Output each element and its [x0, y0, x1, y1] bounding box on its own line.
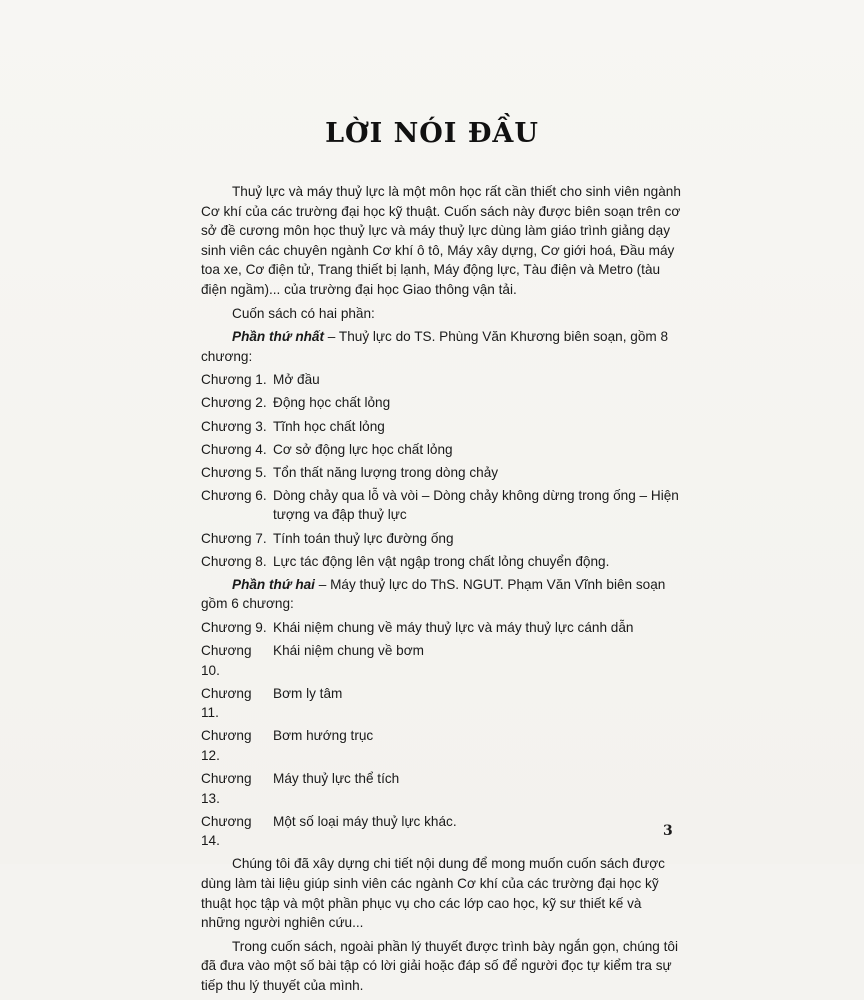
chapter-title: Cơ sở động lực học chất lỏng — [273, 441, 453, 457]
closing-paragraph-2 — [201, 937, 683, 996]
page-title: LỜI NÓI ĐẦU — [325, 118, 539, 149]
chapter-row — [201, 726, 683, 765]
chapter-title: Tổn thất năng lượng trong dòng chảy — [273, 464, 499, 480]
chapter-number: Chương 7. — [201, 530, 267, 546]
chapter-row — [201, 417, 683, 437]
chapter-row — [201, 393, 683, 413]
page-number: 3 — [663, 823, 673, 839]
part1-label: Phần thứ nhất — [232, 329, 325, 345]
intro-text: Thuỷ lực và máy thuỷ lực là một môn học rất cần thiết cho sinh viên ngành Cơ khí của các trường đại học kỹ thuật. Cuốn sách này được biên soạn trên cơ sở đề cương môn học thuỷ lực và máy thuỷ lực dùng làm giáo trình giảng dạy sinh viên các chuyên ngành Cơ khí ô tô, Máy xây dựng, Cơ giới hoá, Đầu máy toa xe, Cơ điện tử, Trang thiết bị lạnh, Máy động lực, Tàu điện và Metro (tàu điện ngầm)... của trường đại học Giao thông vận tải. — [201, 184, 681, 297]
chapter-title: Động học chất lỏng — [273, 395, 391, 411]
chapter-number: Chương 8. — [201, 553, 267, 569]
chapter-number: Chương 1. — [201, 372, 267, 388]
chapter-row — [201, 370, 683, 390]
part1-description: – Thuỷ lực do TS. Phùng Văn Khương biên soạn, gồm 8 chương: — [201, 329, 669, 364]
part1-chapter-list — [201, 370, 683, 571]
chapter-number: Chương 11. — [201, 685, 252, 721]
chapter-row — [201, 463, 683, 483]
chapter-number: Chương 10. — [201, 642, 252, 678]
chapter-number: Chương 4. — [201, 441, 267, 457]
chapter-number: Chương 2. — [201, 395, 267, 411]
chapter-number: Chương 14. — [201, 813, 252, 849]
parts-intro-text: Cuốn sách có hai phần: — [232, 305, 375, 321]
chapter-title: Bơm hướng trục — [273, 728, 374, 744]
closing-text-1: Chúng tôi đã xây dựng chi tiết nội dung để mong muốn cuốn sách được dùng làm tài liệu giúp sinh viên các ngành Cơ khí của các trường đại học kỹ thuật học tập và một phần phục vụ cho các lớp cao học, kỹ sư thiết kế và những người nghiên cứu... — [201, 856, 665, 931]
chapter-number: Chương 13. — [201, 771, 252, 806]
chapter-row — [201, 618, 683, 638]
chapter-row — [201, 812, 683, 851]
chapter-title: Một số loại máy thuỷ lực khác. — [273, 813, 457, 829]
chapter-title: Khái niệm chung về máy thuỷ lực và máy thuỷ lực cánh dẫn — [273, 619, 634, 635]
chapter-row — [201, 486, 683, 525]
chapter-title: Bơm ly tâm — [273, 685, 343, 701]
parts-intro — [201, 304, 683, 324]
chapter-title: Tính toán thuỷ lực đường ống — [273, 530, 454, 546]
closing-paragraph-1 — [201, 854, 683, 932]
part2-label: Phần thứ hai — [232, 576, 315, 592]
chapter-title: Máy thuỷ lực thể tích — [273, 771, 400, 787]
chapter-title: Dòng chảy qua lỗ và vòi – Dòng chảy không dừng trong ống – Hiện tượng va đập thuỷ lực — [273, 487, 679, 523]
page-body — [201, 182, 683, 1000]
chapter-row — [201, 440, 683, 460]
chapter-number: Chương 6. — [201, 487, 267, 503]
chapter-row — [201, 552, 683, 572]
chapter-title: Mở đầu — [273, 372, 320, 388]
chapter-number: Chương 9. — [201, 619, 267, 635]
closing-text-2: Trong cuốn sách, ngoài phần lý thuyết được trình bày ngắn gọn, chúng tôi đã đưa vào một số bài tập có lời giải hoặc đáp số để người đọc tự kiểm tra sự tiếp thu lý thuyết của mình. — [201, 938, 679, 993]
intro-paragraph — [201, 182, 683, 300]
part2-chapter-list — [201, 618, 683, 851]
chapter-row — [201, 769, 683, 808]
part2-heading — [201, 575, 683, 614]
chapter-title: Lực tác động lên vật ngập trong chất lỏng chuyển động. — [273, 553, 610, 569]
chapter-title: Tĩnh học chất lỏng — [273, 418, 385, 434]
chapter-title: Khái niệm chung về bơm — [273, 642, 424, 658]
part2-description: – Máy thuỷ lực do ThS. NGUT. Phạm Văn Vĩnh biên soạn gồm 6 chương: — [201, 576, 666, 612]
chapter-row — [201, 641, 683, 680]
chapter-number: Chương 3. — [201, 418, 267, 434]
chapter-number: Chương 12. — [201, 728, 252, 763]
chapter-number: Chương 5. — [201, 464, 267, 480]
chapter-row — [201, 684, 683, 723]
chapter-row — [201, 529, 683, 549]
part1-heading — [201, 327, 683, 366]
